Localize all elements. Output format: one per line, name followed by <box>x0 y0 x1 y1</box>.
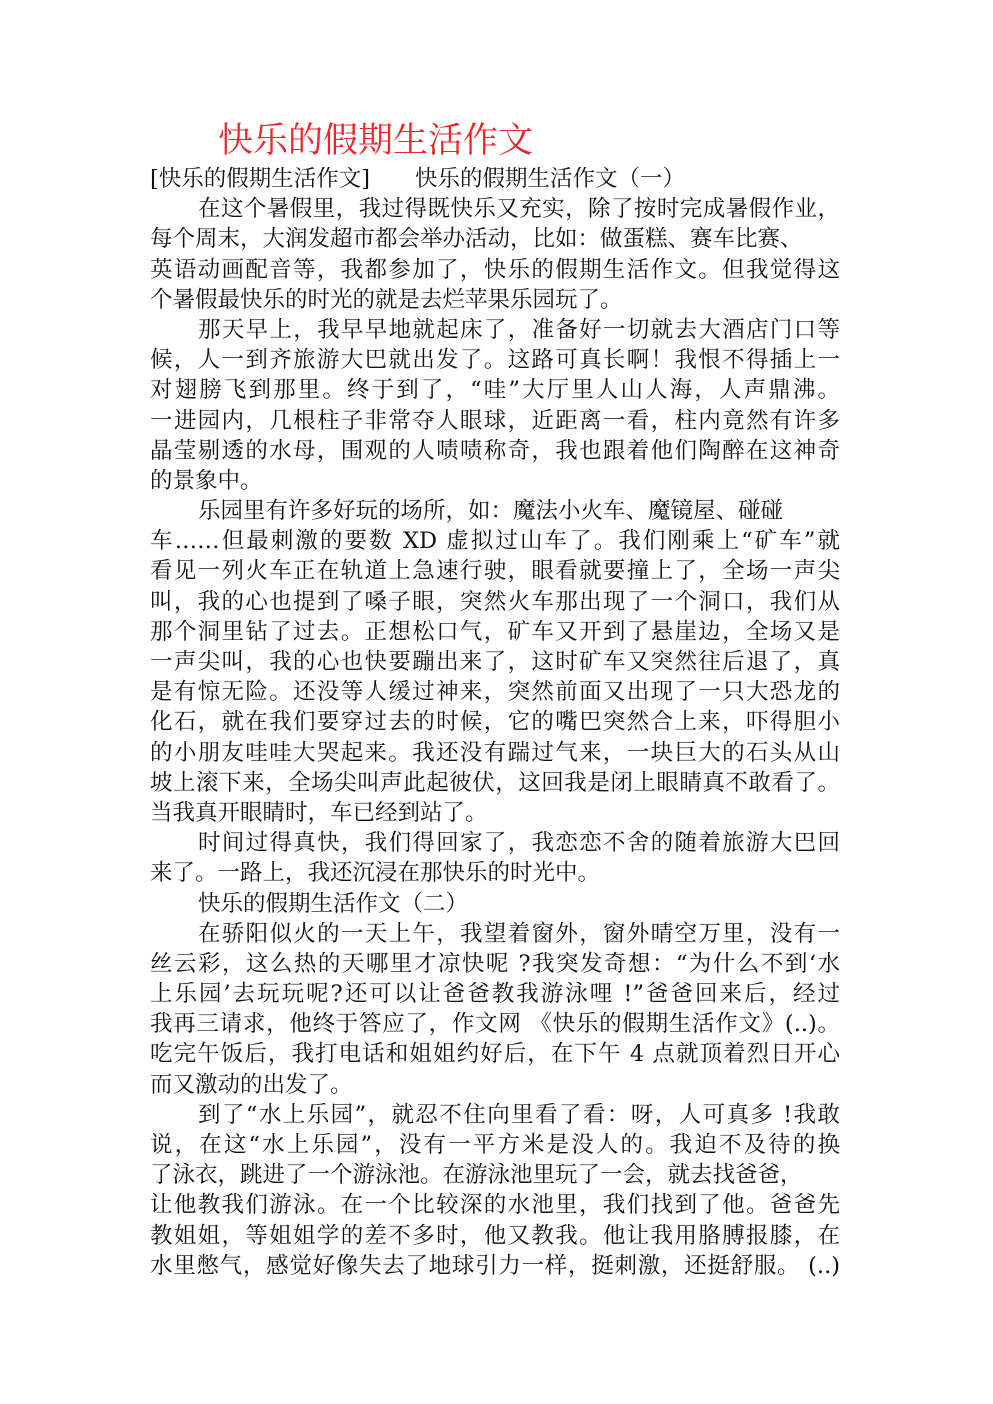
text-line: 晶莹剔透的水母，围观的人啧啧称奇，我也跟着他们陶醉在这神奇 <box>150 437 840 464</box>
text-line: 的景象中。 <box>150 467 263 494</box>
text-line: 在这个暑假里，我过得既快乐又充实，除了按时完成暑假作业， <box>198 196 840 223</box>
text-line: 到了“水上乐园”，就忍不住向里看了看：呀，人可真多 !我敢 <box>198 1101 840 1128</box>
text-line: 坡上滚下来，全场尖叫声此起彼伏，这回我是闭上眼睛真不敢看了。 <box>150 769 840 796</box>
text-line: 说，在这“水上乐园”，没有一平方米是没人的。我迫不及待的换 <box>150 1132 840 1158</box>
text-line: 的小朋友哇哇大哭起来。我还没有踹过气来，一块巨大的石头从山 <box>150 739 840 766</box>
document-body <box>150 164 840 1281</box>
text-line: 丝云彩，这么热的天哪里才凉快呢 ?我突发奇想：“为什么不到‘水 <box>150 950 840 977</box>
text-line: 水里憋气，感觉好像失去了地球引力一样，挺刺激，还挺舒服。 (..) <box>150 1252 840 1279</box>
text-line: 候，人一到齐旅游大巴就出发了。这路可真长啊！我恨不得插上一 <box>150 347 840 374</box>
text-line: 叫，我的心也提到了嗓子眼，突然火车那出现了一个洞口，我们从 <box>150 588 840 615</box>
text-line: 时间过得真快，我们得回家了，我恋恋不舍的随着旅游大巴回 <box>198 830 840 857</box>
text-line: 那个洞里钻了过去。正想松口气，矿车又开到了悬崖边，全场又是 <box>150 618 840 645</box>
document-title: 快乐的假期生活作文 <box>218 121 534 161</box>
text-line: 上乐园’去玩玩呢?还可以让爸爸教我游泳哩 !”爸爸回来后，经过 <box>150 981 840 1008</box>
text-line: 车……但最刺激的要数 XD 虚拟过山车了。我们刚乘上“矿车”就 <box>150 528 840 555</box>
text-line: 每个周末，大润发超市都会举办活动，比如：做蛋糕、赛车比赛、 <box>150 226 803 253</box>
text-line: 来了。一路上，我还沉浸在那快乐的时光中。 <box>150 860 601 887</box>
text-line: 让他教我们游泳。在一个比较深的水池里，我们找到了他。爸爸先 <box>150 1192 840 1219</box>
text-line: 吃完午饭后，我打电话和姐姐约好后，在下午 4 点就顶着烈日开心 <box>150 1041 840 1068</box>
text-line: 是有惊无险。还没等人缓过神来，突然前面又出现了一只大恐龙的 <box>150 679 840 706</box>
text-line: 我再三请求，他终于答应了，作文网 《快乐的假期生活作文》(..)。 <box>150 1011 840 1038</box>
text-line: 看见一列火车正在轨道上急速行驶，眼看就要撞上了，全场一声尖 <box>150 558 840 585</box>
text-line: 而又激动的出发了。 <box>150 1071 353 1098</box>
text-line: 那天早上，我早早地就起床了，准备好一切就去大酒店门口等 <box>198 316 840 343</box>
text-line: 个暑假最快乐的时光的就是去烂苹果乐园玩了。 <box>150 286 623 313</box>
text-line: 一进园内，几根柱子非常夺人眼球，近距离一看，柱内竟然有许多 <box>150 407 840 434</box>
text-line: 了泳衣，跳进了一个游泳池。在游泳池里玩了一会，就去找爸爸， <box>150 1162 803 1189</box>
text-line: 教姐姐，等姐姐学的差不多时，他又教我。他让我用胳膊报膝，在 <box>150 1222 840 1249</box>
text-line: 当我真开眼睛时，车已经到站了。 <box>150 799 488 826</box>
text-line: 在骄阳似火的一天上午，我望着窗外，窗外晴空万里，没有一 <box>198 920 840 947</box>
text-line: 乐园里有许多好玩的场所，如：魔法小火车、魔镜屋、碰碰 <box>198 498 784 525</box>
text-line: 化石，就在我们要穿过去的时候，它的嘴巴突然合上来，吓得胆小 <box>150 709 840 736</box>
text-line: 对翅膀飞到那里。终于到了，“哇”大厅里人山人海，人声鼎沸。 <box>150 377 840 404</box>
text-line: [快乐的假期生活作文] 快乐的假期生活作文（一） <box>150 166 686 192</box>
text-line: 快乐的假期生活作文（二） <box>198 890 469 917</box>
text-line: 英语动画配音等，我都参加了，快乐的假期生活作文。但我觉得这 <box>150 256 840 283</box>
text-line: 一声尖叫，我的心也快要蹦出来了，这时矿车又突然往后退了，真 <box>150 649 840 675</box>
